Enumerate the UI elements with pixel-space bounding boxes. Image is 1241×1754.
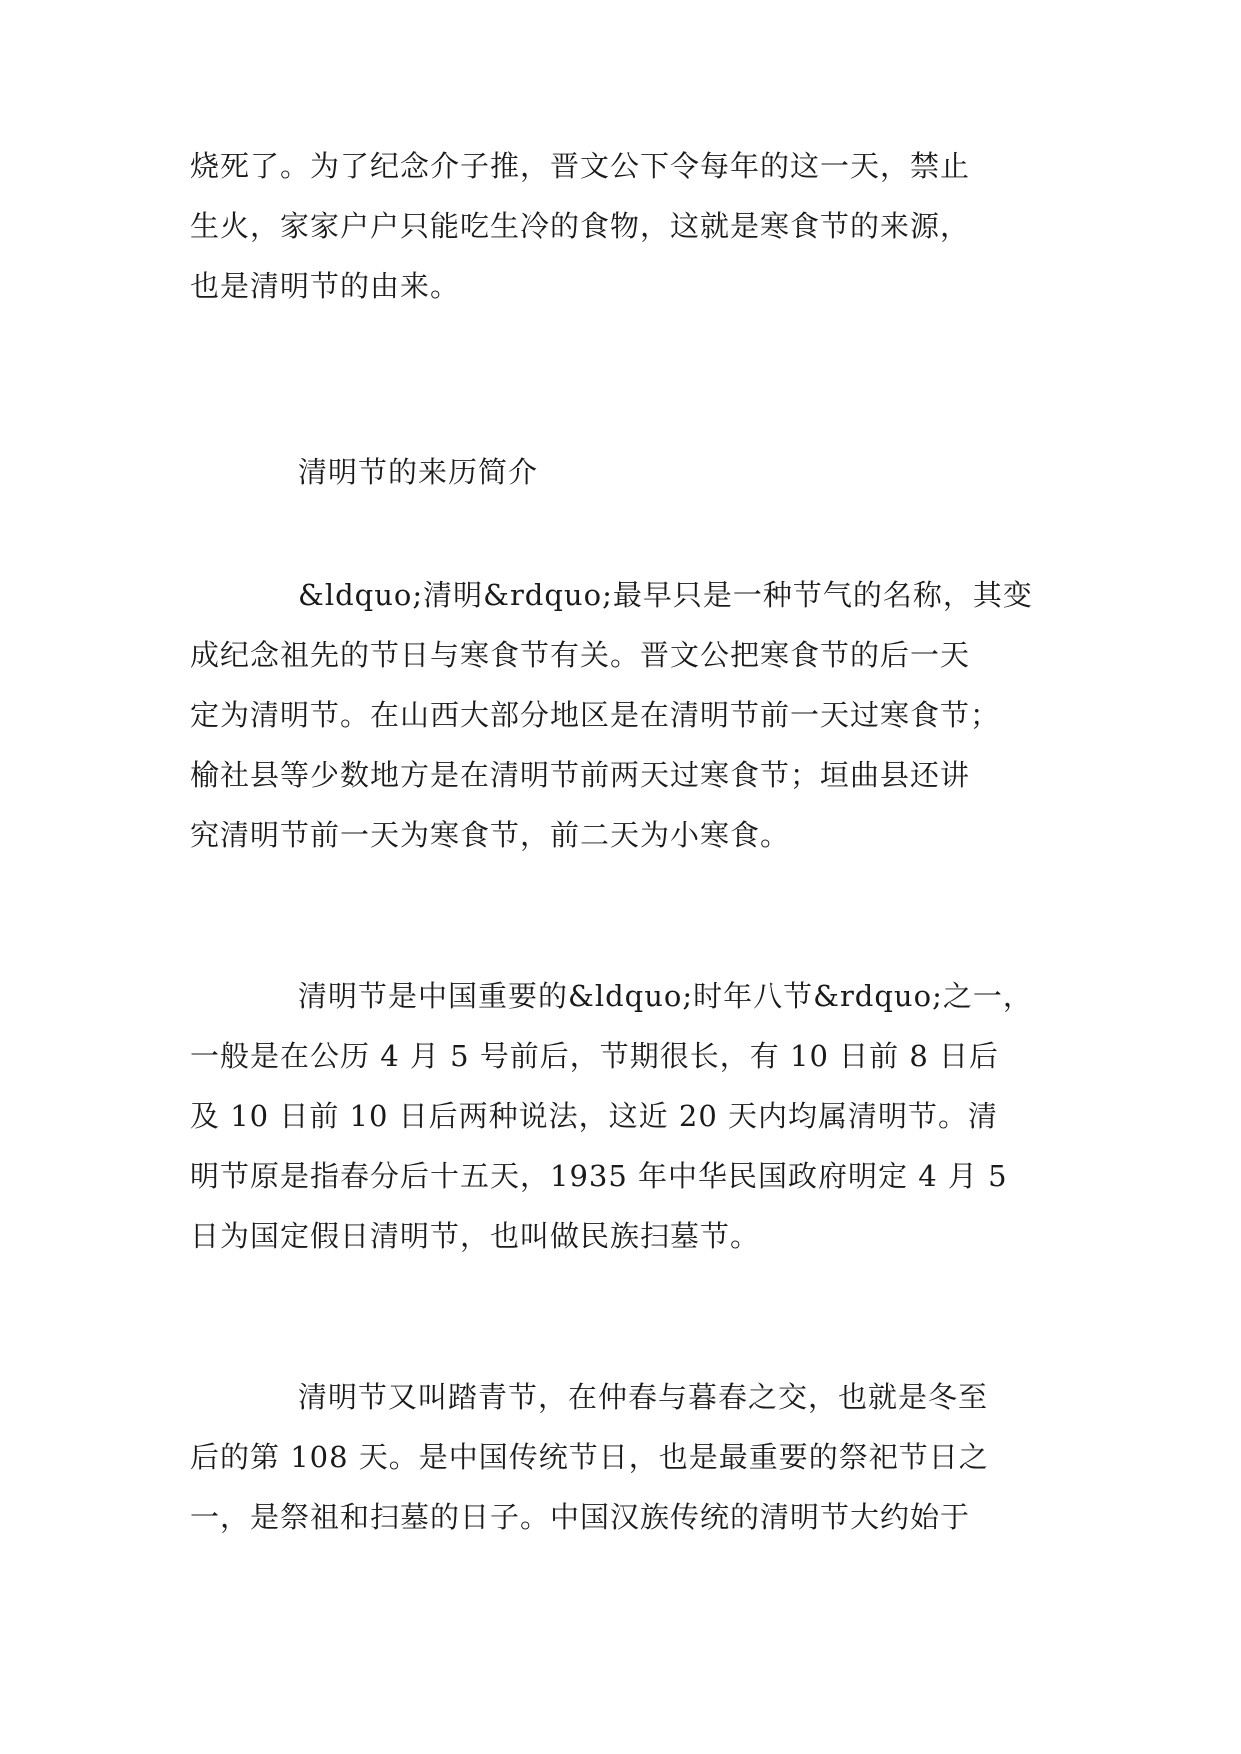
section-heading <box>190 442 1060 502</box>
paragraph-line: 成纪念祖先的节日与寒食节有关。晋文公把寒食节的后一天 <box>190 638 971 672</box>
paragraph-line: 定为清明节。在山西大部分地区是在清明节前一天过寒食节； <box>190 698 1001 732</box>
paragraph-line: 生火，家家户户只能吃生冷的食物，这就是寒食节的来源， <box>190 209 971 243</box>
paragraph-4 <box>190 1367 1060 1547</box>
paragraph-line: 后的第 108 天。是中国传统节日，也是最重要的祭祀节日之 <box>190 1440 989 1474</box>
paragraph-line: 明节原是指春分后十五天，1935 年中华民国政府明定 4 月 5 <box>190 1159 1008 1193</box>
paragraph-line: 清明节是中国重要的&ldquo;时年八节&rdquo;之一， <box>298 979 1033 1013</box>
paragraph-line: 一，是祭祖和扫墓的日子。中国汉族传统的清明节大约始于 <box>190 1500 971 1534</box>
paragraph-line: 及 10 日前 10 日后两种说法，这近 20 天内均属清明节。清 <box>190 1099 999 1133</box>
paragraph-line: 烧死了。为了纪念介子推，晋文公下令每年的这一天，禁止 <box>190 149 971 183</box>
paragraph-line: 一般是在公历 4 月 5 号前后，节期很长，有 10 日前 8 日后 <box>190 1039 1000 1073</box>
paragraph-line: 日为国定假日清明节，也叫做民族扫墓节。 <box>190 1219 761 1253</box>
paragraph-line: &ldquo;清明&rdquo;最早只是一种节气的名称，其变 <box>298 578 1033 612</box>
paragraph-1 <box>190 136 1060 316</box>
paragraph-line: 清明节又叫踏青节，在仲春与暮春之交，也就是冬至 <box>298 1380 989 1414</box>
paragraph-line: 也是清明节的由来。 <box>190 269 461 303</box>
paragraph-2 <box>190 565 1060 865</box>
paragraph-line: 榆社县等少数地方是在清明节前两天过寒食节；垣曲县还讲 <box>190 758 971 792</box>
paragraph-line: 究清明节前一天为寒食节，前二天为小寒食。 <box>190 818 791 852</box>
paragraph-3 <box>190 966 1060 1266</box>
heading-text: 清明节的来历简介 <box>298 455 539 489</box>
